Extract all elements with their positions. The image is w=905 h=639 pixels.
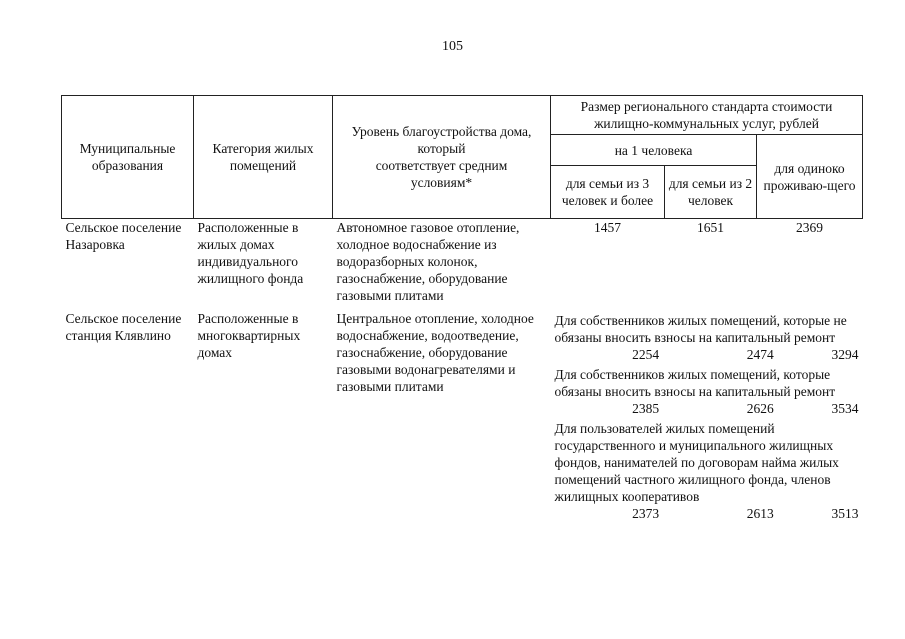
header-municipal: Муниципальные образования <box>62 96 194 219</box>
header-group-title: Размер регионального стандарта стоимости жилищно-коммунальных услуг, рублей <box>551 96 863 135</box>
housing-cost-standard-table <box>61 95 863 522</box>
header-family-3plus: для семьи из 3 человек и более <box>551 166 665 219</box>
page-number: 105 <box>442 39 463 54</box>
cell-single: 2369 <box>796 220 823 235</box>
subgroup-note: Для собственников жилых помещений, которые обязаны вносить взносы на капитальный ремонт <box>554 367 836 399</box>
cell-level: Центральное отопление, холодное водоснабжение, водоотведение, газоснабжение, оборудование газовыми водонагревателями и газовыми плитами <box>336 311 534 394</box>
header-level-line: Уровень благоустройства дома, <box>351 124 532 139</box>
value-family-3plus: 2254 <box>632 347 660 362</box>
cell-level: Автономное газовое отопление, холодное водоснабжение из водоразборных колонок, газоснабжение, оборудование газовыми плитами <box>336 220 520 303</box>
header-level-line: который <box>417 141 466 156</box>
subgroup-note: Для пользователей жилых помещений государственного и муниципального жилищных фондов, нанимателей по договорам найма жилых помещений частного жилищного фонда, членов жилищных кооперативов <box>554 421 839 504</box>
subgroup <box>555 420 859 522</box>
subgroup-values <box>555 346 859 363</box>
value-family-3plus: 2385 <box>632 401 660 416</box>
cell-category: Расположенные в многоквартирных домах <box>197 311 301 360</box>
table-row <box>62 219 863 305</box>
header-family-2: для семьи из 2 человек <box>665 166 757 219</box>
header-per-person: на 1 человека <box>551 135 757 166</box>
table-header <box>62 96 863 219</box>
subgroup-values <box>555 505 859 522</box>
value-single: 3294 <box>831 347 859 362</box>
cell-subgroups <box>551 310 863 522</box>
cell-municipal: Сельское поселение станция Клявлино <box>65 311 182 343</box>
header-category: Категория жилых помещений <box>194 96 333 219</box>
header-level <box>333 96 551 219</box>
cell-category: Расположенные в жилых домах индивидуального жилищного фонда <box>197 220 304 286</box>
value-single: 3513 <box>831 506 859 521</box>
table-body <box>62 219 863 523</box>
cell-municipal: Сельское поселение Назаровка <box>65 220 182 252</box>
header-level-line: условиям* <box>410 175 473 190</box>
subgroup <box>555 312 859 363</box>
value-single: 3534 <box>831 401 859 416</box>
subgroup <box>555 366 859 417</box>
value-family-2: 2613 <box>746 506 774 521</box>
cell-family-2: 1651 <box>697 220 724 235</box>
header-level-line: соответствует средним <box>375 158 508 173</box>
value-family-3plus: 2373 <box>632 506 660 521</box>
value-family-2: 2626 <box>746 401 774 416</box>
table-row <box>62 310 863 522</box>
cell-family-3plus: 1457 <box>594 220 621 235</box>
subgroup-note: Для собственников жилых помещений, которые не обязаны вносить взносы на капитальный ремонт <box>554 313 847 345</box>
subgroup-values <box>555 400 859 417</box>
header-single: для одиноко проживаю-щего <box>757 135 863 219</box>
value-family-2: 2474 <box>746 347 774 362</box>
